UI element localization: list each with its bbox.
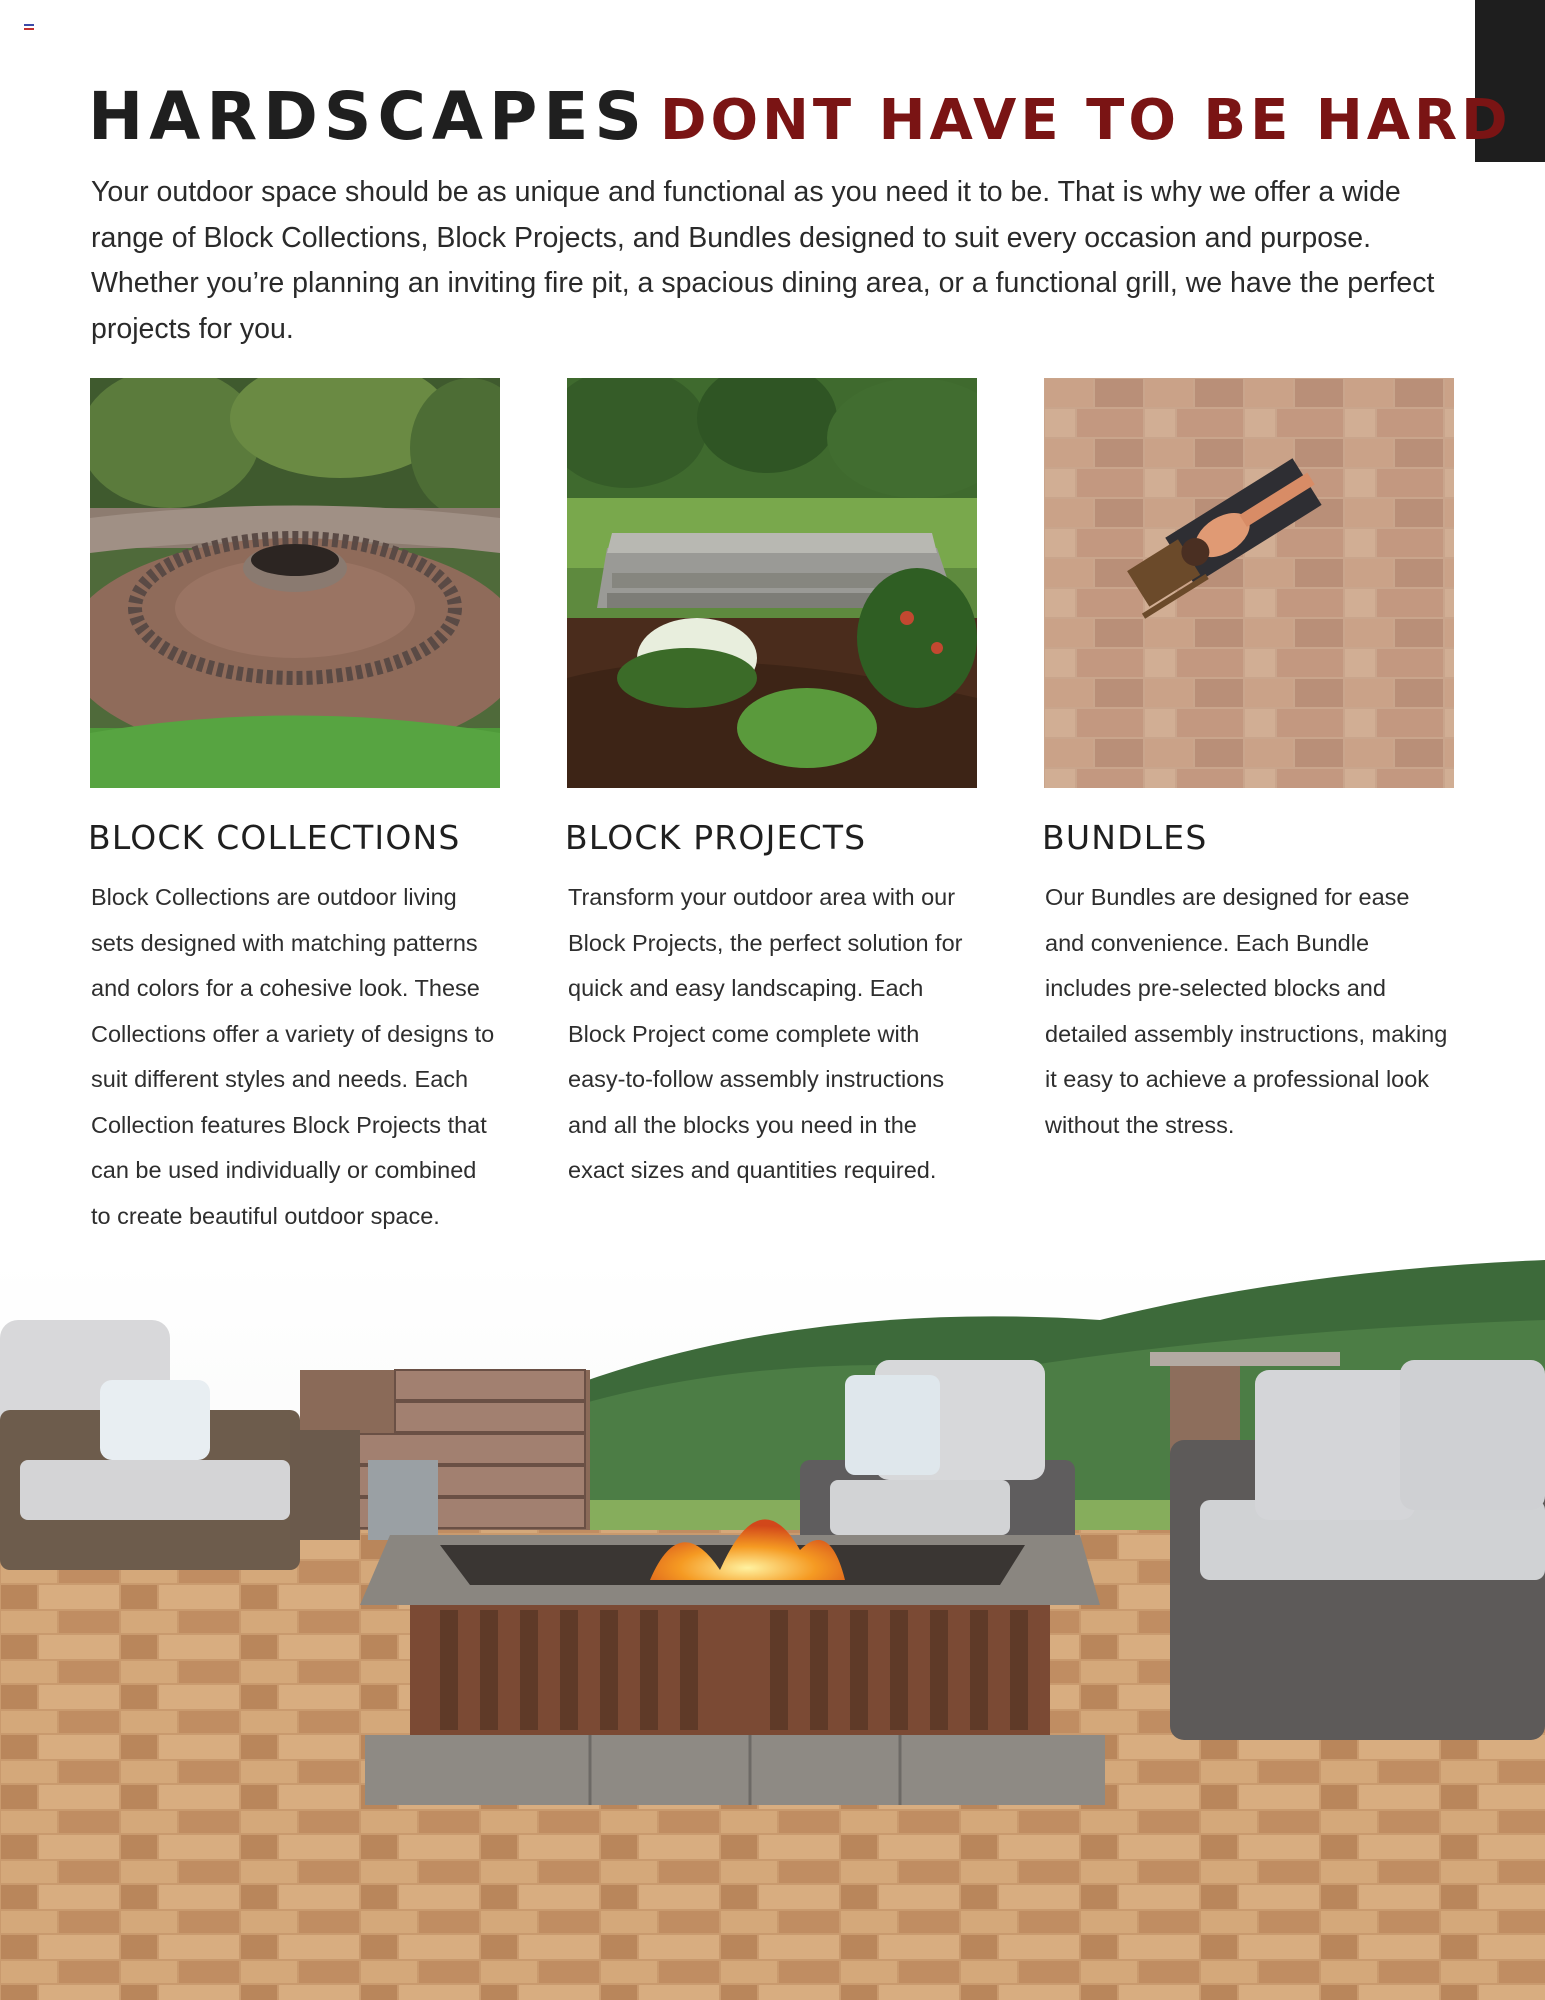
intro-paragraph: Your outdoor space should be as unique and functional as you need it to be. That is why we offer a wide range of Block Collections, Block Projects, and Bundles designed to suit every occasion and purpose. Whether you’re planning an inviting fire pit, a spacious dining area, or a functional grill, we have the perfect projects for you. [91,176,1435,345]
block-collections-section [90,378,500,1239]
bundles-title: BUNDLES [1042,818,1208,857]
block-projects-description: Transform your outdoor area with our Block Projects, the perfect solution for quick and easy landscaping. Each Block Project come complete with easy-to-follow assembly instructions and all the blocks you need in the exact sizes and quantities required. [568,884,963,1183]
bundles-description: Our Bundles are designed for ease and convenience. Each Bundle includes pre-selected blocks and detailed assembly instructions, making it easy to achieve a professional look without the stress. [1045,884,1448,1138]
headline-dark: HARDSCAPES [88,78,648,155]
block-collections-title: BLOCK COLLECTIONS [88,818,461,857]
patio-fire-pit-photo [0,1260,1545,2000]
block-projects-title: BLOCK PROJECTS [565,818,867,857]
menu-icon[interactable] [24,24,34,32]
block-projects-section [567,378,977,1194]
block-collections-image [90,378,500,788]
bundles-section [1044,378,1454,1148]
block-collections-description: Block Collections are outdoor living sets designed with matching patterns and colors for a cohesive look. These Collections offer a variety of designs to suit different styles and needs. Each Collection features Block Projects that can be used individually or combined to create beautiful outdoor space. [91,884,495,1229]
headline-red: DONT HAVE TO BE HARD [659,88,1512,153]
block-projects-image [567,378,977,788]
page-headline [88,78,1512,155]
bundles-image [1044,378,1454,788]
